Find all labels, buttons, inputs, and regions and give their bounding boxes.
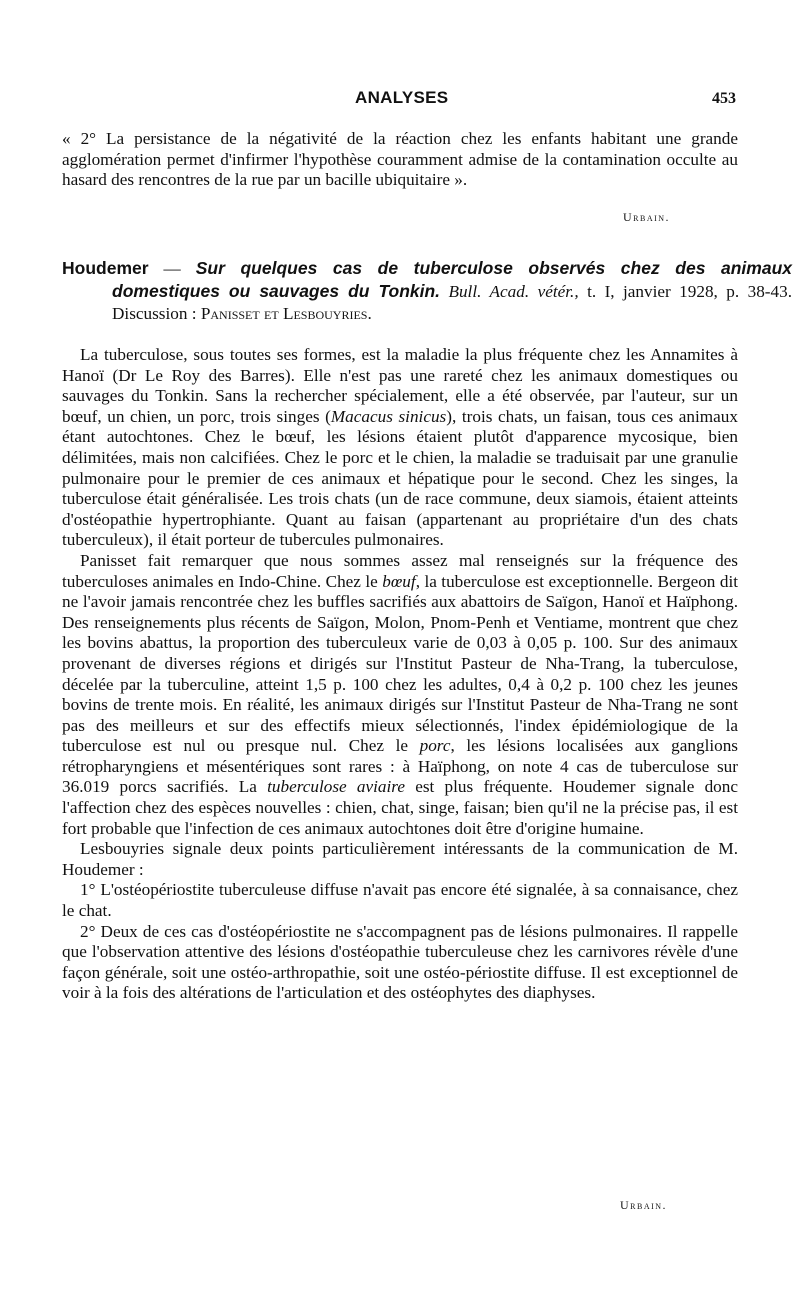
quoted-passage <box>62 129 738 191</box>
paragraph-2-text-c: , les lésions localisées aux ganglions rétropharyngiens et mésentériques sont rares : à Haïphong, on note 4 cas de tuberculose sur 36.019 porcs sacrifiés. La <box>62 736 738 797</box>
journal-name: Bull. Acad. vétér., <box>448 282 579 301</box>
quote-text: « 2° La persistance de la négativité de la réaction chez les enfants habitant une grande agglomération permet d'infirmer l'hypothèse couramment admise de la contamination occulte au hasard des rencontres de la rue par un bacille ubiquitaire ». <box>62 129 738 190</box>
article-author: Houdemer <box>62 258 149 278</box>
paragraph-2-text-a: Panisset fait remarquer que nous sommes assez mal renseignés sur la fréquence des tuberculoses animales en Indo-Chine. Chez le <box>62 550 738 591</box>
paragraph-3: Lesbouyries signale deux points particulièrement intéressants de la communication de M. Houdemer : <box>62 839 738 879</box>
article-discussants: Panisset et Lesbouyries. <box>200 304 372 323</box>
paragraph-2 <box>62 551 738 839</box>
species-name: Macacus sinicus <box>330 406 447 426</box>
paragraph-1-text-b: ), trois chats, un faisan, tous ces animaux étant autochtones. Chez le bœuf, les lésions étaient plutôt d'apparence mycosique, bien délimitées, mais non calcifiées. Chez le porc et le chien, la maladie se traduisait par une granulie pulmonaire pour le premier de ces animaux et hépatique pour le second. Chez les singes, la tuberculose était généralisée. Les trois chats (un de race commune, deux siamois, étaient atteints d'ostéopathie hypertrophiante. Quant au faisan (appartenant au propriétaire d'un des chats tuberculeux), il était porteur de tubercules pulmonaires. <box>62 406 738 550</box>
paragraph-1-text-a: La tuberculose, sous toutes ses formes, est la maladie la plus fréquente chez les Annamites à Hanoï (Dr Le Roy des Barres). Elle n'est pas une rareté chez les animaux domestiques ou sauvages du Tonkin. Sans la rechercher spécialement, elle a été observée, par l'auteur, sur un bœuf, un chien, un porc, trois singes ( <box>62 345 738 426</box>
article-signature: Urbain. <box>620 1198 668 1212</box>
paragraph-1 <box>62 345 738 551</box>
running-title: ANALYSES <box>355 88 449 107</box>
term-porc: porc <box>419 736 451 756</box>
quote-signature: Urbain. <box>623 210 671 224</box>
article-body <box>62 345 738 1004</box>
paragraph-2-text-b: , la tuberculose est exceptionnelle. Bergeon dit ne l'avoir jamais rencontrée chez les buffles sacrifiés aux abattoirs de Saïgon, Hanoï et Haïphong. Des renseignements plus récents de Saïgon, Molon, Pnom-Penh et Ventiame, montrent que chez les bovins abattus, la proportion des tuberculeux varie de 0,03 à 0,05 p. 100. Sur des animaux provenant de diverses régions et dirigés sur l'Institut Pasteur de Nha-Trang, la tuberculose, décelée par la tuberculine, atteint 1,5 p. 100 chez les adultes, 0,4 à 0,2 p. 100 chez les jeunes bovins de trente mois. En réalité, les animaux dirigés sur l'Institut Pasteur de Nha-Trang ne sont pas des meilleurs et sur des effectifs mieux sélectionnés, l'index épidémiologique de la tuberculose est nul ou presque nul. Chez le <box>62 571 738 756</box>
article-citation: t. I, janvier 1928, p. 38-43. Discussion : <box>112 282 792 323</box>
paragraph-4: 1° L'ostéopériostite tuberculeuse diffuse n'avait pas encore été signalée, à sa connaisance, chez le chat. <box>62 880 738 921</box>
page-number: 453 <box>712 90 736 107</box>
heading-dash: — <box>148 259 196 278</box>
term-tuberculose-aviaire: tuberculose aviaire <box>267 777 405 797</box>
running-head <box>0 88 800 112</box>
term-boeuf: bœuf <box>382 571 416 591</box>
paragraph-2-text-d: est plus fréquente. Houdemer signale donc l'affection chez des espèces nouvelles : chien, chat, singe, faisan; bien qu'il ne la précise pas, il est fort probable que l'infection de ces animaux autochtones doit être d'origine humaine. <box>62 777 738 838</box>
paragraph-5: 2° Deux de ces cas d'ostéopériostite ne s'accompagnent pas de lésions pulmonaires. Il rappelle que l'observation attentive des lésions d'ostéopathie tuberculeuse chez les carnivores révèle d'une façon générale, soit une ostéo-arthropathie, soit une ostéo-périostite diffuse. Il est exceptionnel de voir à la fois des altérations de l'articulation et des ostéophytes des diaphyses. <box>62 921 738 1003</box>
article-heading <box>62 257 792 325</box>
article-title: Sur quelques cas de tuberculose observés chez des animaux domestiques ou sauvages du Tonkin. <box>112 258 792 301</box>
